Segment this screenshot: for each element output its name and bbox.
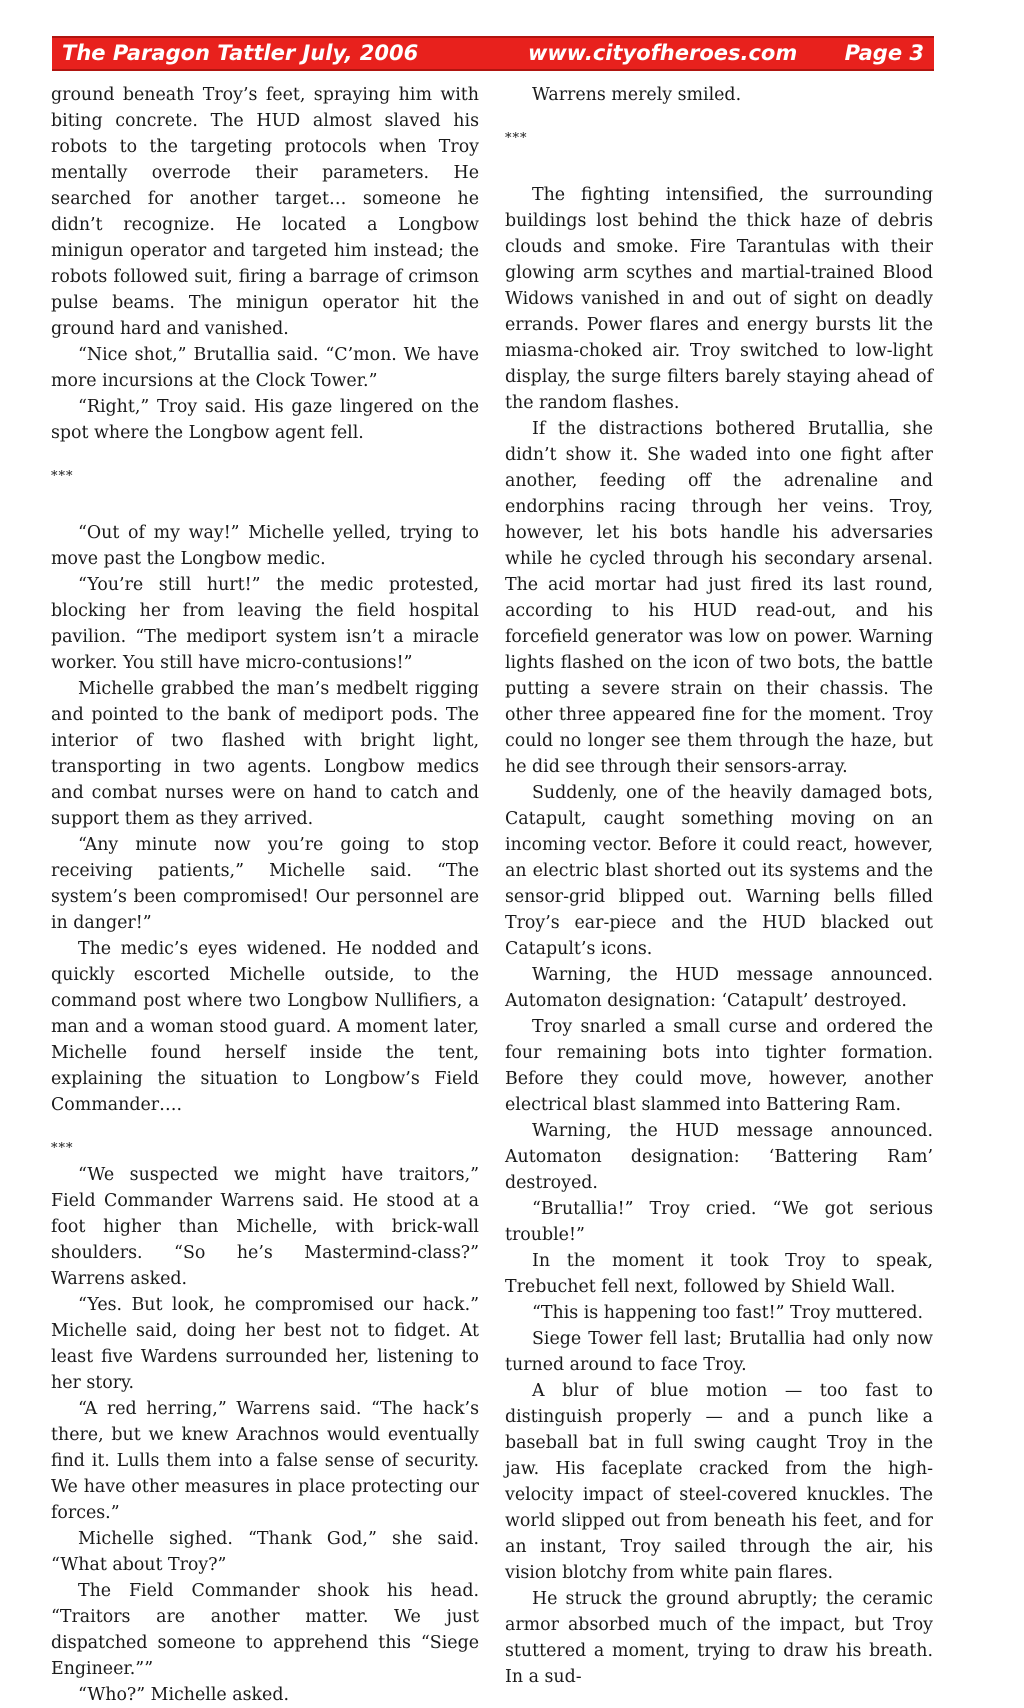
paragraph: “Who?” Michelle asked. <box>78 1685 289 1705</box>
paragraph: Suddenly, one of the heavily damaged bots, Catapult, caught something moving on an incoming vector. Before it could react, however, an electric blast shorted out its systems and the sensor-grid blipped out. Warning bells filled Troy’s ear-piece and the HUD blacked out Catapult’s icons. <box>505 783 933 959</box>
paragraph: “Any minute now you’re going to stop receiving patients,” Michelle said. “The system’s been compromised! Our personnel are in danger!” <box>51 835 479 933</box>
paragraph: In the moment it took Troy to speak, Trebuchet fell next, followed by Shield Wall. <box>505 1251 933 1297</box>
paragraph: The fighting intensified, the surrounding buildings lost behind the thick haze of debris clouds and smoke. Fire Tarantulas with their glowing arm scythes and martial-trained Blood Widows vanished in and out of sight on deadly errands. Power flares and energy bursts lit the miasma-choked air. Troy switched to low-light display, the surge filters barely staying ahead of the random flashes. <box>505 185 933 413</box>
right-column <box>505 82 933 1687</box>
website-url: www.cityofheroes.com <box>528 41 798 65</box>
section-separator: *** <box>51 469 74 484</box>
paragraph: “Nice shot,” Brutallia said. “C’mon. We have more incursions at the Clock Tower.” <box>51 345 479 391</box>
paragraph: “You’re still hurt!” the medic protested, blocking her from leaving the field hospital pavilion. “The mediport system isn’t a miracle worker. You still have micro-contusions!” <box>51 575 479 673</box>
paragraph: Siege Tower fell last; Brutallia had only now turned around to face Troy. <box>505 1329 933 1375</box>
paragraph: The Field Commander shook his head. “Traitors are another matter. We just dispatched someone to apprehend this “Siege Engineer.”” <box>51 1581 479 1679</box>
paragraph: Michelle sighed. “Thank God,” she said. “What about Troy?” <box>51 1529 479 1575</box>
paragraph: Warning, the HUD message announced. Automaton designation: ‘Battering Ram’ destroyed. <box>505 1121 933 1193</box>
paragraph: “Right,” Troy said. His gaze lingered on the spot where the Longbow agent fell. <box>51 397 479 443</box>
paragraph: ground beneath Troy’s feet, spraying him with biting concrete. The HUD almost slaved his robots to the targeting protocols when Troy mentally overrode their parameters. He searched for another target… someone he didn’t recognize. He located a Longbow minigun operator and targeted him instead; the robots followed suit, firing a barrage of crimson pulse beams. The minigun operator hit the ground hard and vanished. <box>51 85 479 339</box>
paragraph: “Yes. But look, he compromised our hack.” Michelle said, doing her best not to fidget. At least five Wardens surrounded her, listening to her story. <box>51 1295 479 1393</box>
paragraph: “Out of my way!” Michelle yelled, trying to move past the Longbow medic. <box>51 523 479 569</box>
paragraph: “Brutallia!” Troy cried. “We got serious trouble!” <box>505 1199 933 1245</box>
left-column <box>51 82 479 1705</box>
paragraph: He struck the ground abruptly; the ceramic armor absorbed much of the impact, but Troy stuttered a moment, trying to draw his breath. In a sud- <box>505 1589 933 1687</box>
newsletter-title: The Paragon Tattler July, 2006 <box>62 41 419 65</box>
paragraph: A blur of blue motion — too fast to distinguish properly — and a punch like a baseball bat in full swing caught Troy in the jaw. His faceplate cracked from the high-velocity impact of steel-covered knuckles. The world slipped out from beneath his feet, and for an instant, Troy sailed through the air, his vision blotchy from white pain flares. <box>505 1381 933 1583</box>
paragraph: “A red herring,” Warrens said. “The hack’s there, but we knew Arachnos would eventually find it. Lulls them into a false sense of security. We have other measures in place protecting our forces.” <box>51 1399 479 1523</box>
paragraph: The medic’s eyes widened. He nodded and quickly escorted Michelle outside, to the command post where two Longbow Nullifiers, a man and a woman stood guard. A moment later, Michelle found herself inside the tent, explaining the situation to Longbow’s Field Commander…. <box>51 939 479 1115</box>
page-number: Page 3 <box>844 41 924 65</box>
paragraph: “We suspected we might have traitors,” Field Commander Warrens said. He stood at a foot higher than Michelle, with brick-wall shoulders. “So he’s Mastermind-class?” Warrens asked. <box>51 1165 479 1289</box>
paragraph: If the distractions bothered Brutallia, she didn’t show it. She waded into one fight after another, feeding off the adrenaline and endorphins racing through her veins. Troy, however, let his bots handle his adversaries while he cycled through his secondary arsenal. The acid mortar had just fired its last round, according to his HUD read-out, and his forcefield generator was low on power. Warning lights flashed on the icon of two bots, the battle putting a severe strain on their chassis. The other three appeared fine for the moment. Troy could no longer see them through the haze, but he did see through their sensors-array. <box>505 419 933 777</box>
paragraph: Warrens merely smiled. <box>532 85 742 105</box>
page-header <box>52 36 934 71</box>
section-separator: *** <box>505 131 528 146</box>
paragraph: Warning, the HUD message announced. Automaton designation: ‘Catapult’ destroyed. <box>505 965 933 1011</box>
paragraph: “This is happening too fast!” Troy muttered. <box>532 1303 924 1323</box>
paragraph: Michelle grabbed the man’s medbelt rigging and pointed to the bank of mediport pods. The interior of two flashed with bright light, transporting in two agents. Longbow medics and combat nurses were on hand to catch and support them as they arrived. <box>51 679 479 829</box>
paragraph: Troy snarled a small curse and ordered the four remaining bots into tighter formation. Before they could move, however, another electrical blast slammed into Battering Ram. <box>505 1017 933 1115</box>
section-separator: *** <box>51 1141 74 1156</box>
